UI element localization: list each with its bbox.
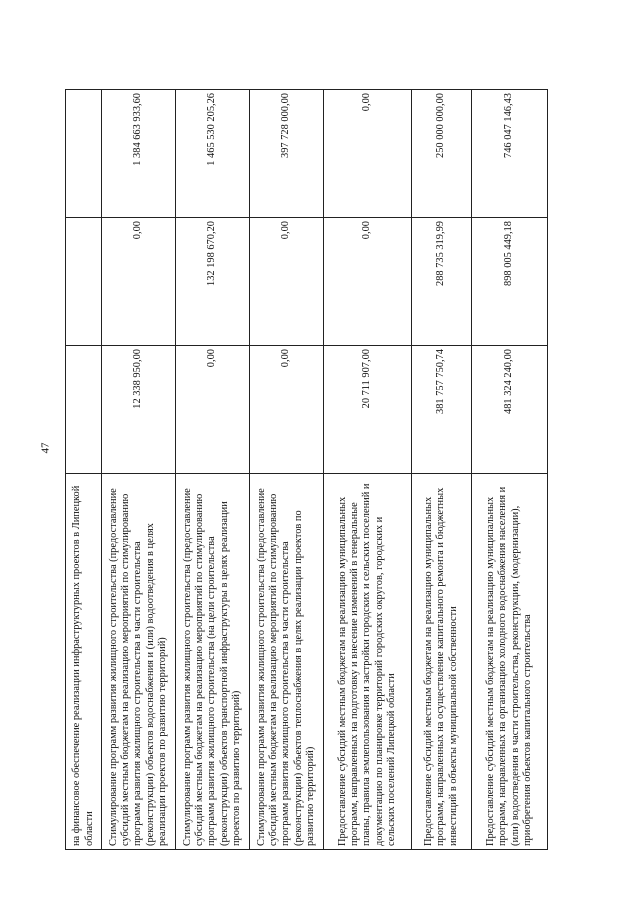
amount-cell-1: 0,00 [176, 346, 250, 474]
row-description: Стимулирование программ развития жилищного строительства (предоставление субсидий местным бюджетам на реализацию мероприятий по стимулированию программ развития жилищного строительства в части строительства (реконструкции) объектов водоснабжения и (или) водоотведения в целях реализации проектов по развитию территорий) [102, 474, 176, 850]
table-row [324, 90, 412, 850]
amount-cell-2: 132 198 670,20 [176, 218, 250, 346]
budget-table-body [66, 90, 548, 850]
amount-cell-3: 1 465 530 205,26 [176, 90, 250, 218]
amount-cell-1: 20 711 907,00 [324, 346, 412, 474]
row-description: Предоставление субсидий местным бюджетам на реализацию муниципальных программ, направленных на организацию холодного водоснабжения населения и (или) водоотведения в части строительства, реконструкции, (модернизации), приобретения объектов капитального строительства [472, 474, 548, 850]
amount-cell-3: 250 000 000,00 [412, 90, 472, 218]
amount-cell-2: 0,00 [250, 218, 324, 346]
amount-cell-1: 0,00 [250, 346, 324, 474]
amount-cell-1: 381 757 750,74 [412, 346, 472, 474]
amount-cell-2: 0,00 [102, 218, 176, 346]
row-description: Стимулирование программ развития жилищного строительства (предоставление субсидий местным бюджетам на реализацию мероприятий по стимулированию программ развития жилищного строительства (на цели строительства (реконструкции) объектов транспортной инфраструктуры в целях реализации проектов по развитию территорий) [176, 474, 250, 850]
row-description: Стимулирование программ развития жилищного строительства (предоставление субсидий местным бюджетам на реализацию мероприятий по стимулированию программ развития жилищного строительства в части строительства (реконструкции) объектов теплоснабжения в целях реализации проектов по развитию территорий) [250, 474, 324, 850]
amount-cell-1 [66, 346, 102, 474]
table-row [412, 90, 472, 850]
table-row [66, 90, 102, 850]
row-description: на финансовое обеспечение реализации инфраструктурных проектов в Липецкой области [66, 474, 102, 850]
row-description: Предоставление субсидий местным бюджетам на реализацию муниципальных программ, направленных на осуществление капитального ремонта и бюджетных инвестиций в объекты муниципальной собственности [412, 474, 472, 850]
table-row [250, 90, 324, 850]
table-row [176, 90, 250, 850]
budget-table [65, 89, 548, 850]
amount-cell-2: 0,00 [324, 218, 412, 346]
amount-cell-3: 1 384 663 933,60 [102, 90, 176, 218]
amount-cell-2: 288 735 319,99 [412, 218, 472, 346]
amount-cell-2: 898 005 449,18 [472, 218, 548, 346]
amount-cell-3: 0,00 [324, 90, 412, 218]
amount-cell-3 [66, 90, 102, 218]
row-description: Предоставление субсидий местным бюджетам на реализацию муниципальных программ, направленных на подготовку и внесение изменений в генеральные планы, правила землепользования и застройки городских и сельских поселений и документацию по планировке территорий городских округов, городских и сельских поселений Липецкой области [324, 474, 412, 850]
amount-cell-3: 746 047 146,43 [472, 90, 548, 218]
amount-cell-2 [66, 218, 102, 346]
amount-cell-3: 397 728 000,00 [250, 90, 324, 218]
rotated-page-content [65, 90, 539, 850]
amount-cell-1: 481 324 240,00 [472, 346, 548, 474]
amount-cell-1: 12 338 950,00 [102, 346, 176, 474]
page-number: 47 [39, 442, 52, 454]
table-row [472, 90, 548, 850]
table-row [102, 90, 176, 850]
